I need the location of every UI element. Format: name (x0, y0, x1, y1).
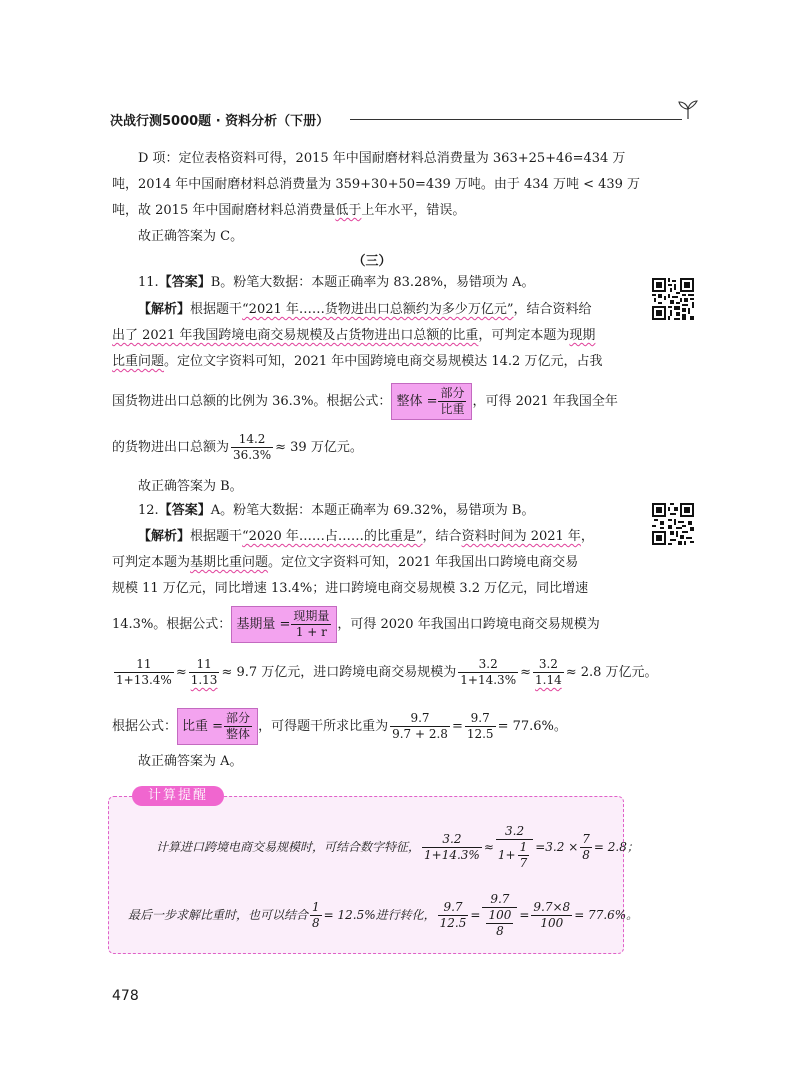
tips-l1-frac-1 (422, 832, 482, 863)
q12-formula2-lhs: 比重 = (182, 719, 224, 734)
q11-analysis-line-3 (112, 352, 632, 371)
q12-a1-highlight: “2020 年……占……的比重是” (242, 529, 423, 544)
tips-l2-frac-2-den: 12.5 (439, 916, 467, 930)
q11-a5-pre: 的货物进出口总额为 (112, 440, 230, 455)
d-line-3-post: 上年水平，错误。 (361, 203, 466, 218)
q11-answer-line (112, 273, 632, 292)
q11-formula-numerator: 部分 (440, 386, 465, 400)
q12-a6-pre: 根据公式： (112, 719, 178, 734)
q11-a1-post: ，结合资料给 (513, 302, 592, 317)
qr-code-icon (652, 503, 694, 545)
q11-final (112, 477, 632, 496)
q12-formula-numerator: 现期量 (293, 609, 330, 623)
d-line-2: 吨，2014 年中国耐磨材料总消费量为 359+30+50=439 万吨。由于 434 万吨 < 439 万 (112, 177, 641, 192)
q12-number: 12. (138, 503, 159, 518)
tips-l2-frac-1-num: 1 (312, 900, 320, 914)
q11-final-answer: 故正确答案为 B。 (138, 479, 243, 494)
tips-l2-frac-4 (531, 900, 572, 931)
q12-final-answer: 故正确答案为 A。 (138, 754, 243, 769)
tips-l1-pre: 计算进口跨境电商交易规模时，可结合数字特征， (156, 840, 421, 854)
q12-a6-post: = 77.6%。 (497, 719, 567, 734)
tips-l2-frac-1 (310, 900, 322, 931)
q11-formula-highlight (391, 383, 472, 420)
q11-analysis-line-1 (112, 300, 632, 319)
page-number: 478 (112, 988, 139, 1004)
header-rule (350, 119, 682, 120)
q12-a2-highlight: 基期比重问题 (190, 555, 269, 570)
tips-line-2 (128, 892, 638, 939)
tips-l2-frac-3 (482, 892, 517, 939)
q12-frac-4 (533, 657, 564, 688)
q12-answer-line (112, 501, 632, 520)
q12-a4-pre: 14.3%。根据公式： (112, 617, 232, 632)
q12-a2-pre: 可判定本题为 (112, 555, 191, 570)
tips-l1-frac-1-num: 3.2 (422, 832, 482, 848)
tips-l2-frac-3-den (482, 908, 517, 939)
tips-l2-frac-1-den: 8 (312, 916, 320, 930)
q11-analysis-paragraph (112, 300, 632, 371)
calc-tips-label: 计算提醒 (132, 786, 224, 806)
d-line-3-pre: 吨，故 2015 年中国耐磨材料总消费量 (112, 203, 336, 218)
book-title: 决战行测5000题 · 资料分析（下册） (110, 114, 330, 129)
q12-answer-tag: 【答案】 (158, 503, 211, 518)
q11-formula-denominator: 比重 (440, 402, 465, 416)
q11-result-fraction (231, 432, 273, 463)
q11-number: 11. (138, 275, 159, 290)
tips-l2-frac-2 (438, 900, 469, 931)
q12-final (112, 752, 632, 771)
q12-analysis-line-3: 规模 11 万亿元，同比增速 13.4%；进口跨境电商交易规模 3.2 万亿元，同比增速 (112, 581, 589, 596)
q12-calc-mid: ≈ 9.7 万亿元，进口跨境电商交易规模为 (221, 665, 457, 680)
q11-answer-tag: 【答案】 (158, 275, 211, 290)
tips-l1-frac-3-num: 7 (582, 832, 590, 846)
q12-formula-denominator: 1 + r (295, 625, 327, 639)
q12-approx-2: ≈ (520, 665, 531, 680)
tips-l2-frac-3-num: 9.7 (482, 892, 517, 908)
tips-l2-eq-1: = (470, 908, 481, 922)
d-answer: 故正确答案为 C。 (138, 229, 244, 244)
qr-code-icon (652, 278, 694, 320)
sprout-leaf-icon (676, 100, 700, 120)
q11-a1-highlight: “2021 年……货物进出口总额约为多少万亿元” (242, 302, 514, 317)
q11-a1-pre: 根据题干 (190, 302, 243, 317)
tips-l2-pre: 最后一步求解比重时，也可以结合 (128, 908, 309, 922)
q12-formula-highlight (231, 606, 337, 643)
q12-answer (112, 501, 632, 520)
tips-l2-nested-num: 100 (488, 908, 512, 922)
q12-a1-highlight-2: 资料时间为 2021 年 (461, 529, 581, 544)
q11-a4-post: ，可得 2021 年我国全年 (472, 394, 618, 409)
section-title: （三） (352, 254, 392, 269)
q11-a3-highlight: 比重问题 (112, 354, 165, 369)
q11-analysis-line-2 (112, 326, 632, 345)
q12-analysis-line-1 (112, 527, 632, 546)
d-line-1: D 项：定位表格资料可得，2015 年中国耐磨材料总消费量为 363+25+46=434 万 (138, 151, 626, 166)
q11-answer-text: B。粉笔大数据：本题正确率为 83.28%，易错项为 A。 (210, 275, 535, 290)
q12-a4-post: ，可得 2020 年我国出口跨境电商交易规模为 (337, 617, 600, 632)
q12-ratio-frac-1-num: 9.7 (390, 711, 450, 727)
d-option-paragraph (112, 149, 641, 246)
tips-l2-frac-4-den: 100 (540, 916, 564, 930)
q11-result-line (112, 432, 632, 463)
q12-formula2-denominator: 整体 (226, 727, 251, 741)
q12-answer-text: A。粉笔大数据：本题正确率为 69.32%，易错项为 B。 (210, 503, 535, 518)
q12-formula2-highlight (177, 708, 258, 745)
q11-formula-lhs: 整体 = (396, 394, 438, 409)
q12-analysis-tag: 【解析】 (138, 529, 191, 544)
q12-frac-3-num: 3.2 (458, 657, 518, 673)
q12-ratio-frac-2 (465, 711, 496, 742)
q12-ratio-frac-1 (390, 711, 450, 742)
q12-formula-line (112, 606, 632, 643)
q12-a6-mid: ，可得题干所求比重为 (258, 719, 389, 734)
q12-frac-1-den: 1+13.4% (116, 673, 172, 687)
q12-frac-3 (458, 657, 518, 688)
q11-result-numerator: 14.2 (231, 432, 273, 448)
tips-l2-eq-2: = (519, 908, 530, 922)
q11-a5-post: ≈ 39 万亿元。 (275, 440, 363, 455)
q12-analysis-line-2 (112, 553, 632, 572)
q12-a1-pre: 根据题干 (190, 529, 243, 544)
tips-l1-frac-2-num: 3.2 (496, 824, 533, 840)
q12-ratio-frac-1-den: 9.7 + 2.8 (392, 727, 448, 741)
q11-answer (112, 273, 632, 292)
tips-l1-frac-1-den: 1+14.3% (424, 848, 480, 862)
q12-formula2-numerator: 部分 (226, 711, 251, 725)
q12-frac-3-den: 1+14.3% (460, 673, 517, 687)
tips-l2-nested-frac (486, 908, 513, 939)
q12-analysis-paragraph (112, 527, 632, 598)
q12-formula-lhs: 基期量 = (236, 617, 291, 632)
tips-l1-post: = 2.8； (593, 840, 639, 854)
q12-calc-line (112, 657, 658, 688)
q12-frac-1 (114, 657, 174, 688)
q12-frac-4-den: 1.14 (535, 673, 562, 687)
tips-l1-nested-num: 1 (519, 840, 528, 854)
q12-ratio-frac-2-den: 12.5 (466, 727, 494, 741)
q11-a4-pre: 国货物进出口总额的比例为 36.3%。根据公式： (112, 394, 392, 409)
q12-frac-1-num: 11 (114, 657, 174, 673)
q12-ratio-line (112, 708, 632, 745)
tips-l1-nested-den: 7 (519, 856, 528, 870)
tips-l1-nested-frac (518, 840, 530, 871)
tips-l1-frac-2 (496, 824, 533, 871)
q11-a3-post: 。定位文字资料可知，2021 年中国跨境电商交易规模达 14.2 万亿元，占我 (164, 354, 603, 369)
q12-ratio-frac-2-num: 9.7 (465, 711, 496, 727)
q11-analysis-tag: 【解析】 (138, 302, 191, 317)
q12-frac-4-num: 3.2 (533, 657, 564, 673)
q11-a2-mid: ，可判定本题为 (478, 328, 570, 343)
tips-l1-frac-2-den (496, 840, 533, 871)
q12-a1-post: ， (580, 529, 594, 544)
q12-calc-post: ≈ 2.8 万亿元。 (565, 665, 658, 680)
q11-formula-fraction (438, 386, 466, 417)
q12-a2-post: 。定位文字资料可知，2021 年我国出口跨境电商交易 (268, 555, 579, 570)
q12-approx-1: ≈ (175, 665, 187, 680)
q12-formula-fraction (291, 609, 331, 640)
q11-result-denominator: 36.3% (233, 448, 272, 462)
tips-l1-frac-3 (580, 832, 592, 863)
tips-l2-mid: = 12.5%进行转化， (323, 908, 436, 922)
tips-l1-frac-2-den-pre: 1+ (497, 848, 516, 862)
tips-l2-post: = 77.6%。 (574, 908, 639, 922)
q12-frac-2-den: 1.13 (190, 673, 218, 687)
q11-a2-highlight: 出了 2021 年我国跨境电商交易规模及占货物进出口总额的比重 (112, 328, 479, 343)
q12-frac-2 (189, 657, 220, 688)
tips-l2-nested-den: 8 (496, 924, 504, 938)
tips-l2-frac-2-num: 9.7 (438, 900, 469, 916)
q11-a2-highlight-2: 现期 (569, 328, 596, 343)
q12-frac-2-num: 11 (189, 657, 220, 673)
tips-l1-frac-3-den: 8 (582, 848, 590, 862)
q12-a1-mid: ，结合 (422, 529, 462, 544)
q12-formula2-fraction (224, 711, 252, 742)
d-line-3-highlight: 低于 (335, 203, 362, 218)
q12-ratio-eq: = (451, 719, 463, 734)
tips-l1-mid: =3.2 × (535, 840, 579, 854)
tips-l2-frac-4-num: 9.7×8 (533, 900, 571, 914)
running-header (110, 104, 700, 134)
tips-l1-approx: ≈ (483, 840, 494, 854)
d-line-3 (112, 201, 632, 220)
q11-formula-line (112, 383, 632, 420)
tips-line-1 (156, 824, 639, 871)
